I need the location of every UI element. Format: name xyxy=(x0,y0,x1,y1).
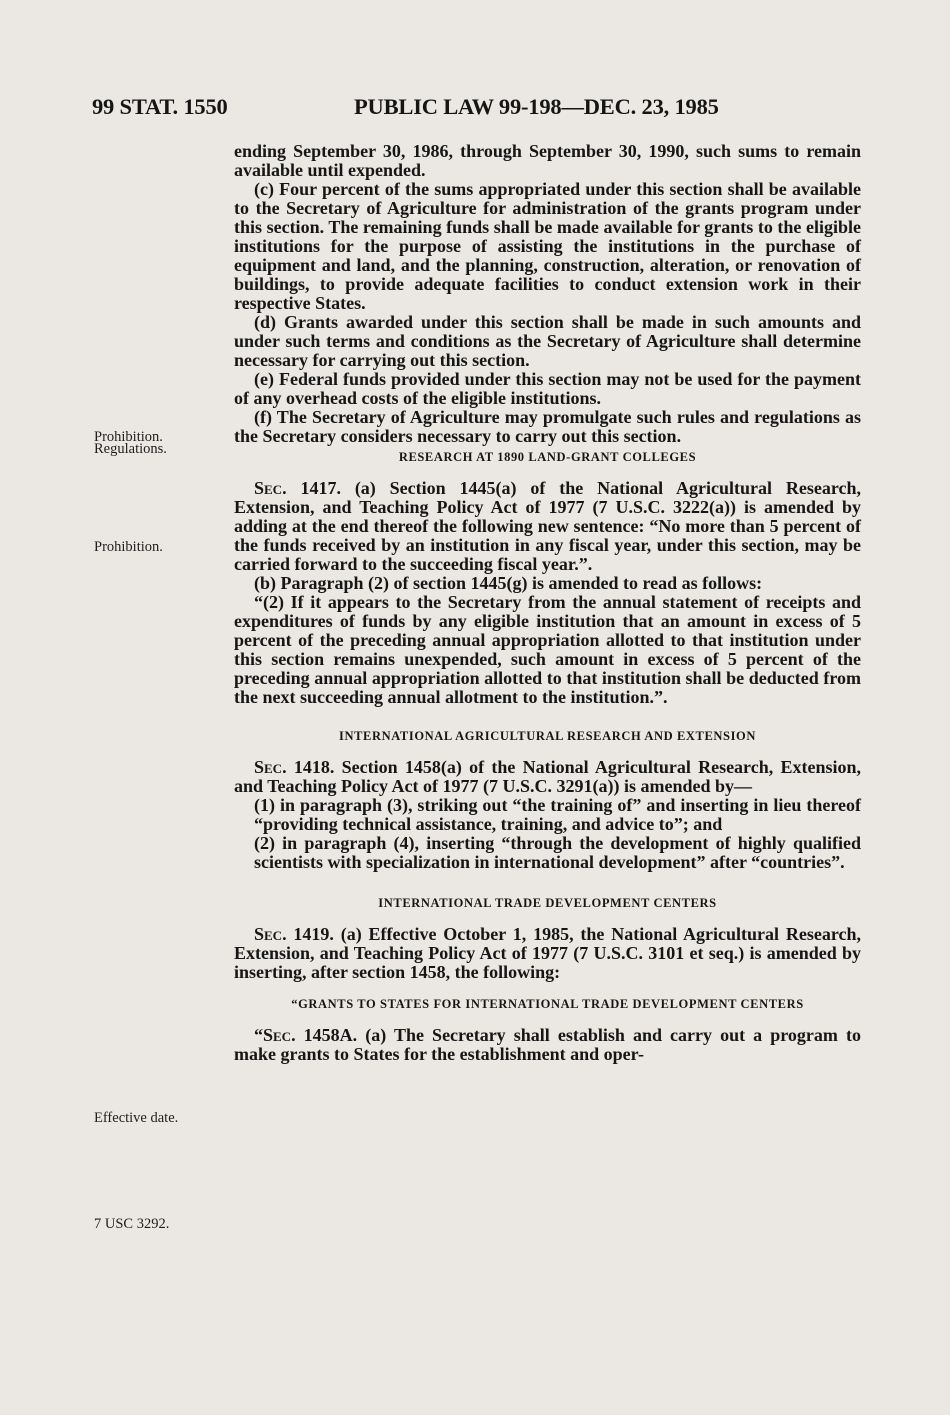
paragraph xyxy=(234,1026,861,1064)
section-heading: RESEARCH AT 1890 LAND-GRANT COLLEGES xyxy=(398,450,697,464)
margin-note-prohibition-2: Prohibition. xyxy=(94,539,163,555)
paragraph: (b) Paragraph (2) of section 1445(g) is amended to read as follows: xyxy=(254,573,763,593)
paragraph: (e) Federal funds provided under this section may not be used for the payment of any overhead costs of the eligible institutions. xyxy=(234,369,861,408)
section-label: Sec. xyxy=(254,757,287,777)
paragraph: “(2) If it appears to the Secretary from the annual statement of receipts and expenditures of funds by any eligible institution that an amount in excess of 5 percent of the preceding annual appropriation allotted to that institution under this section remains unexpended, such amount in excess of 5 percent of the preceding annual appropriation allotted to that institution shall be deducted from the next succeeding annual allotment to the institution.”. xyxy=(234,592,861,707)
paragraph: (c) Four percent of the sums appropriated under this section shall be available to the Secretary of Agriculture for administration of the grants program under this section. The remaining funds shall be made available for grants to the eligible institutions for the purpose of assisting the institutions in the purchase of equipment and land, and the planning, construction, alteration, or renovation of buildings, to provide adequate facilities to conduct extension work in their respective States. xyxy=(234,179,861,313)
running-header xyxy=(92,94,892,124)
paragraph-text: 1417. (a) Section 1445(a) of the National Agricultural Research, Extension, and Teaching Policy Act of 1977 (7 U.S.C. 3222(a)) is amended by adding at the end thereof the following new sentence: “No more than 5 percent of the funds received by an institution in any fiscal year, under this section, may be carried forward to the succeeding fiscal year.”. xyxy=(234,478,861,574)
paragraph-text: 1419. (a) Effective October 1, 1985, the National Agricultural Research, Extension, and Teaching Policy Act of 1977 (7 U.S.C. 3101 et seq.) is amended by inserting, after section 1458, the following: xyxy=(234,924,861,982)
paragraph: (f) The Secretary of Agriculture may promulgate such rules and regulations as the Secretary considers necessary to carry out this section. xyxy=(234,407,861,446)
margin-note-usc-reference: 7 USC 3292. xyxy=(94,1216,170,1232)
body-text xyxy=(234,142,861,1064)
stat-reference: 99 STAT. 1550 xyxy=(92,94,228,119)
section-label: Sec. xyxy=(254,924,287,944)
margin-note-prohibition: Prohibition. xyxy=(94,429,163,445)
section-heading: INTERNATIONAL TRADE DEVELOPMENT CENTERS xyxy=(378,896,717,910)
paragraph: ending September 30, 1986, through September 30, 1990, such sums to remain available until expended. xyxy=(234,141,861,180)
paragraph xyxy=(234,925,861,982)
section-label: “Sec. xyxy=(254,1025,296,1045)
law-title: PUBLIC LAW 99-198—DEC. 23, 1985 xyxy=(354,94,719,119)
paragraph xyxy=(234,479,861,574)
margin-note-regulations-text: Regulations. xyxy=(94,441,167,457)
paragraph xyxy=(234,758,861,796)
margin-note-effective-date: Effective date. xyxy=(94,1110,179,1126)
paragraph-text: 1458A. (a) The Secretary shall establish and carry out a program to make grants to States for the establishment and oper- xyxy=(234,1025,861,1064)
paragraph: (1) in paragraph (3), striking out “the training of” and inserting in lieu thereof “providing technical assistance, training, and advice to”; and xyxy=(254,795,861,834)
section-label: Sec. xyxy=(254,478,287,498)
section-heading: INTERNATIONAL AGRICULTURAL RESEARCH AND EXTENSION xyxy=(339,729,756,743)
section-heading: “GRANTS TO STATES FOR INTERNATIONAL TRADE DEVELOPMENT CENTERS xyxy=(291,997,804,1011)
paragraph: (2) in paragraph (4), inserting “through the development of highly qualified scientists with specialization in international development” after “countries”. xyxy=(254,833,861,872)
margin-note-regulations xyxy=(94,441,167,458)
paragraph: (d) Grants awarded under this section shall be made in such amounts and under such terms and conditions as the Secretary of Agriculture shall determine necessary for carrying out this section. xyxy=(234,312,861,370)
paragraph-text: 1418. Section 1458(a) of the National Agricultural Research, Extension, and Teaching Policy Act of 1977 (7 U.S.C. 3291(a)) is amended by— xyxy=(234,757,861,796)
